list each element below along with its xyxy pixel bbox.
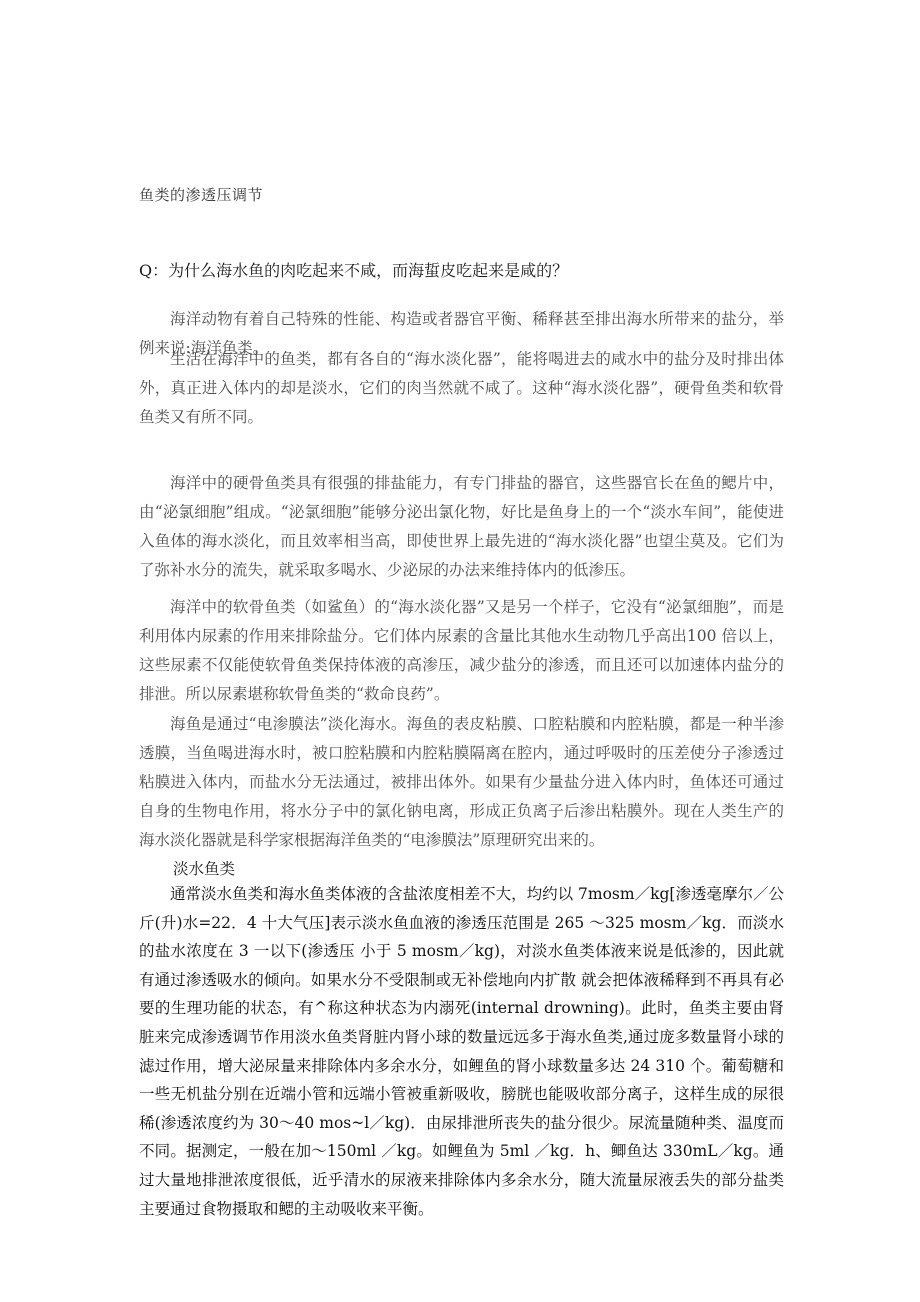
paragraph-bony-fish: 海洋中的硬骨鱼类具有很强的排盐能力，有专门排盐的器官，这些器官长在鱼的鳃片中，由“泌氯细胞”组成。“泌氯细胞”能够分泌出氯化物，好比是鱼身上的一个“淡水车间”，能使进入鱼体的海水淡化，而且效率相当高，即使世界上最先进的“海水淡化器”也望尘莫及。它们为了弥补水分的流失，就采取多喝水、少泌尿的办法来维持体内的低渗压。 xyxy=(139,474,784,579)
document-title: 鱼类的渗透压调节 xyxy=(139,186,264,204)
paragraph-cartilaginous-fish: 海洋中的软骨鱼类（如鲨鱼）的“海水淡化器”又是另一个样子，它没有“泌氯细胞”，而是利用体内尿素的作用来排除盐分。它们体内尿素的含量比其他水生动物几乎高出100 倍以上，这些尿素不仅能使软骨鱼类保持体液的高渗压，减少盐分的渗透，而且还可以加速体内盐分的排泄。所以尿素堪称软骨鱼类的“救命良药”。 xyxy=(139,598,784,703)
freshwater-heading: 淡水鱼类 xyxy=(173,860,236,878)
freshwater-paragraph: 通常淡水鱼类和海水鱼类体液的含盐浓度相差不大，均约以 7mosm／kg[渗透毫摩尔／公斤(升)水=22．4 十大气压]表示淡水鱼血液的渗透压范围是 265 ～325 mosm／kg．而淡水的盐水浓度在 3 一以下(渗透压 小于 5 mosm／kg)，对淡水鱼类体液来说是低渗的，因此就有通过渗透吸水的倾向。如果水分不受限制或无补偿地向内扩散 就会把体液稀释到不再具有必要的生理功能的状态，有^称这种状态为内溺死(internal drowning)。此时，鱼类主要由肾脏来完成渗透调节作用淡水鱼类肾脏内肾小球的数量远远多于海水鱼类,通过庞多数量肾小球的滤过作用，增大泌尿量来排除体内多余水分，如鲤鱼的肾小球数量多达 24 310 个。葡萄糖和一些无机盐分别在近端小管和远端小管被重新吸收，膀胱也能吸收部分离子，这样生成的尿很稀(渗透浓度约为 30～40 mos~l／kg)．由尿排泄所丧失的盐分很少。尿流量随种类、温度而不同。据测定，一般在加～150ml ／kg。如鲤鱼为 5ml ／kg．h、鲫鱼达 330mL／kg。通过大量地排泄浓度很低，近乎清水的尿液来排除体内多余水分，随大流量尿液丢失的部分盐类主要通过食物摄取和鳃的主动吸收来平衡。 xyxy=(139,885,784,1218)
paragraph-desalinator: 生活在海洋中的鱼类，都有各自的“海水淡化器”，能将喝进去的咸水中的盐分及时排出体外，真正进入体内的却是淡水，它们的肉当然就不咸了。这种“海水淡化器”，硬骨鱼类和软骨鱼类又有所不同。 xyxy=(139,350,784,426)
question-heading: Q：为什么海水鱼的肉吃起来不咸，而海蜇皮吃起来是咸的？ xyxy=(139,261,569,280)
paragraph-intro: 海洋动物有着自己特殊的性能、构造或者器官平衡、稀释甚至排出海水所带来的盐分，举例来说:海洋鱼类。 xyxy=(139,310,784,357)
paragraph-electrodialysis: 海鱼是通过“电渗膜法”淡化海水。海鱼的表皮粘膜、口腔粘膜和内腔粘膜，都是一种半渗透膜，当鱼喝进海水时，被口腔粘膜和内腔粘膜隔离在腔内，通过呼吸时的压差使分子渗透过粘膜进入体内，而盐水分无法通过，被排出体外。如果有少量盐分进入体内时，鱼体还可通过自身的生物电作用，将水分子中的氯化钠电离，形成正负离子后渗出粘膜外。现在人类生产的海水淡化器就是科学家根据海洋鱼类的“电渗膜法”原理研究出来的。 xyxy=(139,715,784,849)
